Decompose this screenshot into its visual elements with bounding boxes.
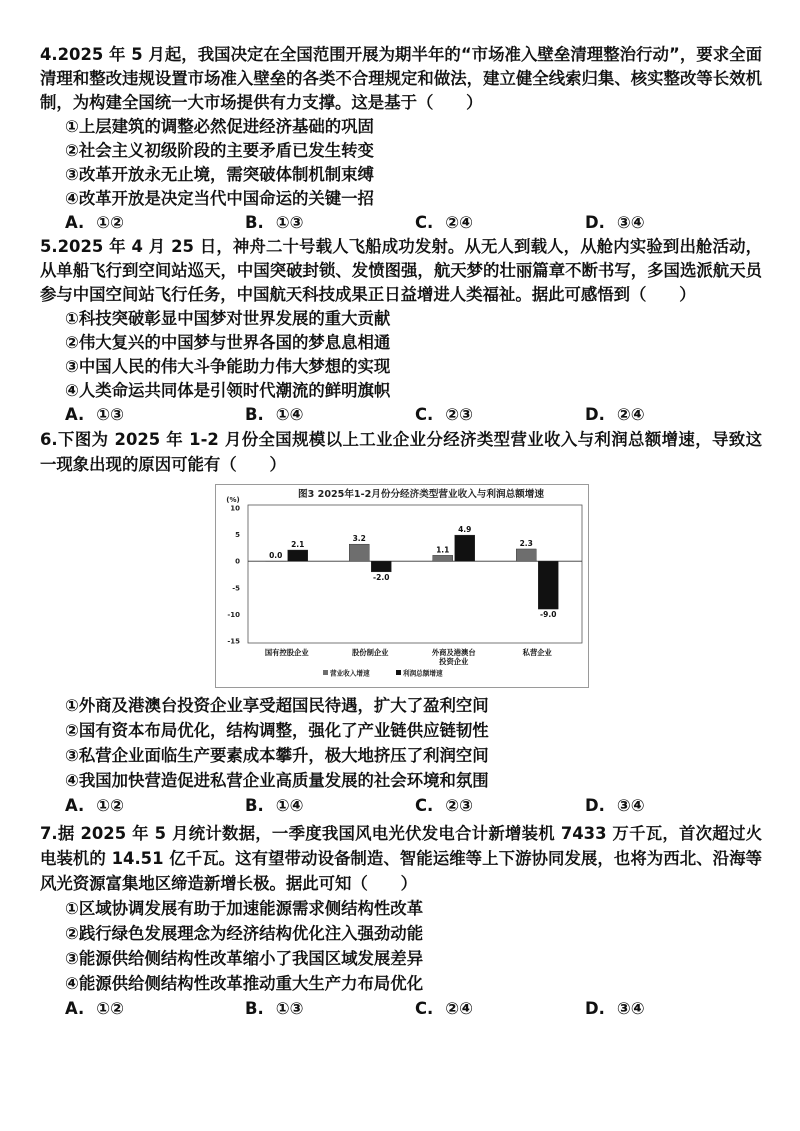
answer-value: ①③ (275, 213, 304, 232)
bar-value-label: 3.2 (352, 534, 366, 544)
answer-letter: A. (65, 405, 85, 424)
profit-growth-bar (455, 535, 475, 561)
answer-choice-b (245, 403, 304, 427)
profit-growth-bar (538, 561, 558, 609)
y-tick-label: 0 (235, 557, 240, 566)
answer-letter: A. (65, 796, 85, 815)
option-3: ③中国人民的伟大斗争能助力伟大梦想的实现 (65, 357, 391, 376)
answer-letter: C. (415, 405, 434, 424)
legend-label: 利润总额增速 (403, 669, 443, 678)
question-5 (40, 235, 762, 427)
answer-letter: B. (245, 213, 264, 232)
option-1: ①科技突破彰显中国梦对世界发展的重大贡献 (65, 309, 391, 328)
answer-letter: C. (415, 213, 434, 232)
answer-value: ②③ (445, 405, 474, 424)
y-tick-label: -15 (227, 637, 240, 646)
revenue-growth-bar (349, 544, 369, 561)
answer-letter: D. (585, 405, 605, 424)
answer-letter: D. (585, 213, 605, 232)
option-4: ④能源供给侧结构性改革推动重大生产力布局优化 (65, 974, 424, 993)
answer-value: ①③ (96, 405, 124, 424)
option-3: ③私营企业面临生产要素成本攀升，极大地挤压了利润空间 (65, 746, 489, 765)
answer-letter: B. (245, 796, 264, 815)
option-4: ④我国加快营造促进私营企业高质量发展的社会环境和氛围 (65, 771, 489, 790)
bar-value-label: -9.0 (540, 610, 557, 620)
y-tick-label: -5 (232, 584, 240, 593)
bar-value-label: 0.0 (269, 551, 283, 561)
legend-label: 营业收入增速 (330, 669, 370, 678)
y-tick-label: 5 (235, 531, 240, 540)
answer-value: ③④ (616, 796, 645, 815)
option-2: ②国有资本布局优化，结构调整，强化了产业链供应链韧性 (65, 721, 489, 740)
chart-title: 图3 2025年1-2月份分经济类型营业收入与利润总额增速 (298, 489, 544, 500)
answer-value: ③④ (616, 999, 645, 1018)
answer-letter: D. (585, 796, 605, 815)
answer-choice-a (65, 996, 124, 1021)
answer-value: ①③ (275, 999, 304, 1018)
answer-value: ③④ (616, 213, 645, 232)
answer-choice-c (415, 996, 473, 1021)
answer-value: ①④ (275, 796, 304, 815)
profit-growth-bar (371, 561, 391, 572)
growth-rate-chart (215, 484, 589, 688)
revenue-growth-bar (433, 555, 453, 561)
option-1: ①外商及港澳台投资企业享受超国民待遇，扩大了盈利空间 (65, 696, 489, 715)
answer-choices (40, 211, 762, 235)
option-1: ①上层建筑的调整必然促进经济基础的巩固 (65, 117, 374, 136)
category-label: 国有控股企业 (264, 648, 309, 657)
bar-value-label: -2.0 (373, 572, 390, 582)
answer-letter: D. (585, 999, 605, 1018)
option-3: ③改革开放永无止境，需突破体制机制束缚 (65, 165, 374, 184)
y-axis-unit: (%) (226, 496, 240, 504)
y-tick-label: 10 (230, 504, 240, 513)
option-1: ①区域协调发展有助于加速能源需求侧结构性改革 (65, 899, 424, 918)
answer-choice-b (245, 996, 304, 1021)
answer-choice-d (585, 211, 645, 235)
question-7 (40, 821, 762, 1021)
answer-letter: B. (245, 405, 264, 424)
option-2: ②践行绿色发展理念为经济结构优化注入强劲动能 (65, 924, 424, 943)
answer-value: ②④ (445, 213, 474, 232)
answer-choice-b (245, 793, 304, 818)
question-stem: 4.2025 年 5 月起，我国决定在全国范围开展为期半年的“市场准入壁垒清理整治行动”，要求全面清理和整改违规设置市场准入壁垒的各类不合理规定和做法，建立健全线索归集、核实整改等长效机制，为构建全国统一大市场提供有力支撑。这是基于（ ） (40, 45, 762, 112)
bar-value-label: 2.1 (291, 540, 305, 550)
answer-choices (40, 793, 762, 818)
question-4 (40, 43, 762, 235)
question-stem: 6.下图为 2025 年 1-2 月份全国规模以上工业企业分经济类型营业收入与利润总额增速，导致这一现象出现的原因可能有（ ） (40, 430, 762, 474)
question-stem: 7.据 2025 年 5 月统计数据，一季度我国风电光伏发电合计新增装机 7433 万千瓦，首次超过火电装机的 14.51 亿千瓦。这有望带动设备制造、智能运维等上下游协同发展，也将为西北、沿海等风光资源富集地区缔造新增长极。据此可知（ ） (40, 824, 762, 893)
legend-swatch (396, 670, 401, 675)
revenue-growth-bar (516, 549, 536, 561)
profit-growth-bar (288, 550, 308, 561)
bar-value-label: 2.3 (519, 538, 533, 548)
answer-choice-a (65, 403, 124, 427)
answer-choice-c (415, 211, 473, 235)
answer-choice-b (245, 211, 304, 235)
answer-choices (40, 996, 762, 1021)
option-4: ④人类命运共同体是引领时代潮流的鲜明旗帜 (65, 381, 391, 400)
answer-choice-c (415, 793, 473, 818)
category-label: 私营企业 (522, 648, 552, 657)
bar-value-label: 1.1 (436, 545, 450, 555)
bar-value-label: 4.9 (458, 525, 472, 535)
question-6 (40, 427, 762, 818)
answer-value: ②④ (445, 999, 474, 1018)
answer-choice-c (415, 403, 473, 427)
option-4: ④改革开放是决定当代中国命运的关键一招 (65, 189, 374, 208)
category-label-line: 外商及港澳台 (431, 648, 476, 657)
answer-choice-d (585, 996, 645, 1021)
answer-choice-d (585, 793, 645, 818)
answer-choice-a (65, 211, 124, 235)
category-label: 股份制企业 (352, 648, 389, 657)
option-3: ③能源供给侧结构性改革缩小了我国区域发展差异 (65, 949, 424, 968)
answer-value: ①② (96, 796, 124, 815)
answer-value: ①② (96, 999, 124, 1018)
answer-value: ②④ (616, 405, 645, 424)
question-stem: 5.2025 年 4 月 25 日，神舟二十号载人飞船成功发射。从无人到载人，从舱内实验到出舱活动，从单船飞行到空间站巡天，中国突破封锁、发愤图强，航天梦的壮丽篇章不断书写，多国选派航天员参与中国空间站飞行任务，中国航天科技成果正日益增进人类福祉。据此可感悟到（ ） (40, 237, 762, 304)
answer-value: ②③ (445, 796, 474, 815)
answer-choice-d (585, 403, 645, 427)
answer-letter: A. (65, 999, 85, 1018)
option-2: ②社会主义初级阶段的主要矛盾已发生转变 (65, 141, 374, 160)
chart-svg (215, 484, 589, 688)
y-tick-label: -10 (227, 610, 240, 619)
answer-value: ①④ (275, 405, 304, 424)
answer-letter: C. (415, 796, 434, 815)
chart-frame (216, 485, 589, 688)
answer-choice-a (65, 793, 124, 818)
answer-choices (40, 403, 762, 427)
answer-letter: C. (415, 999, 434, 1018)
answer-letter: B. (245, 999, 264, 1018)
answer-letter: A. (65, 213, 85, 232)
legend-swatch (323, 670, 328, 675)
category-label-line: 投资企业 (439, 657, 469, 666)
answer-value: ①② (96, 213, 124, 232)
option-2: ②伟大复兴的中国梦与世界各国的梦息息相通 (65, 333, 391, 352)
